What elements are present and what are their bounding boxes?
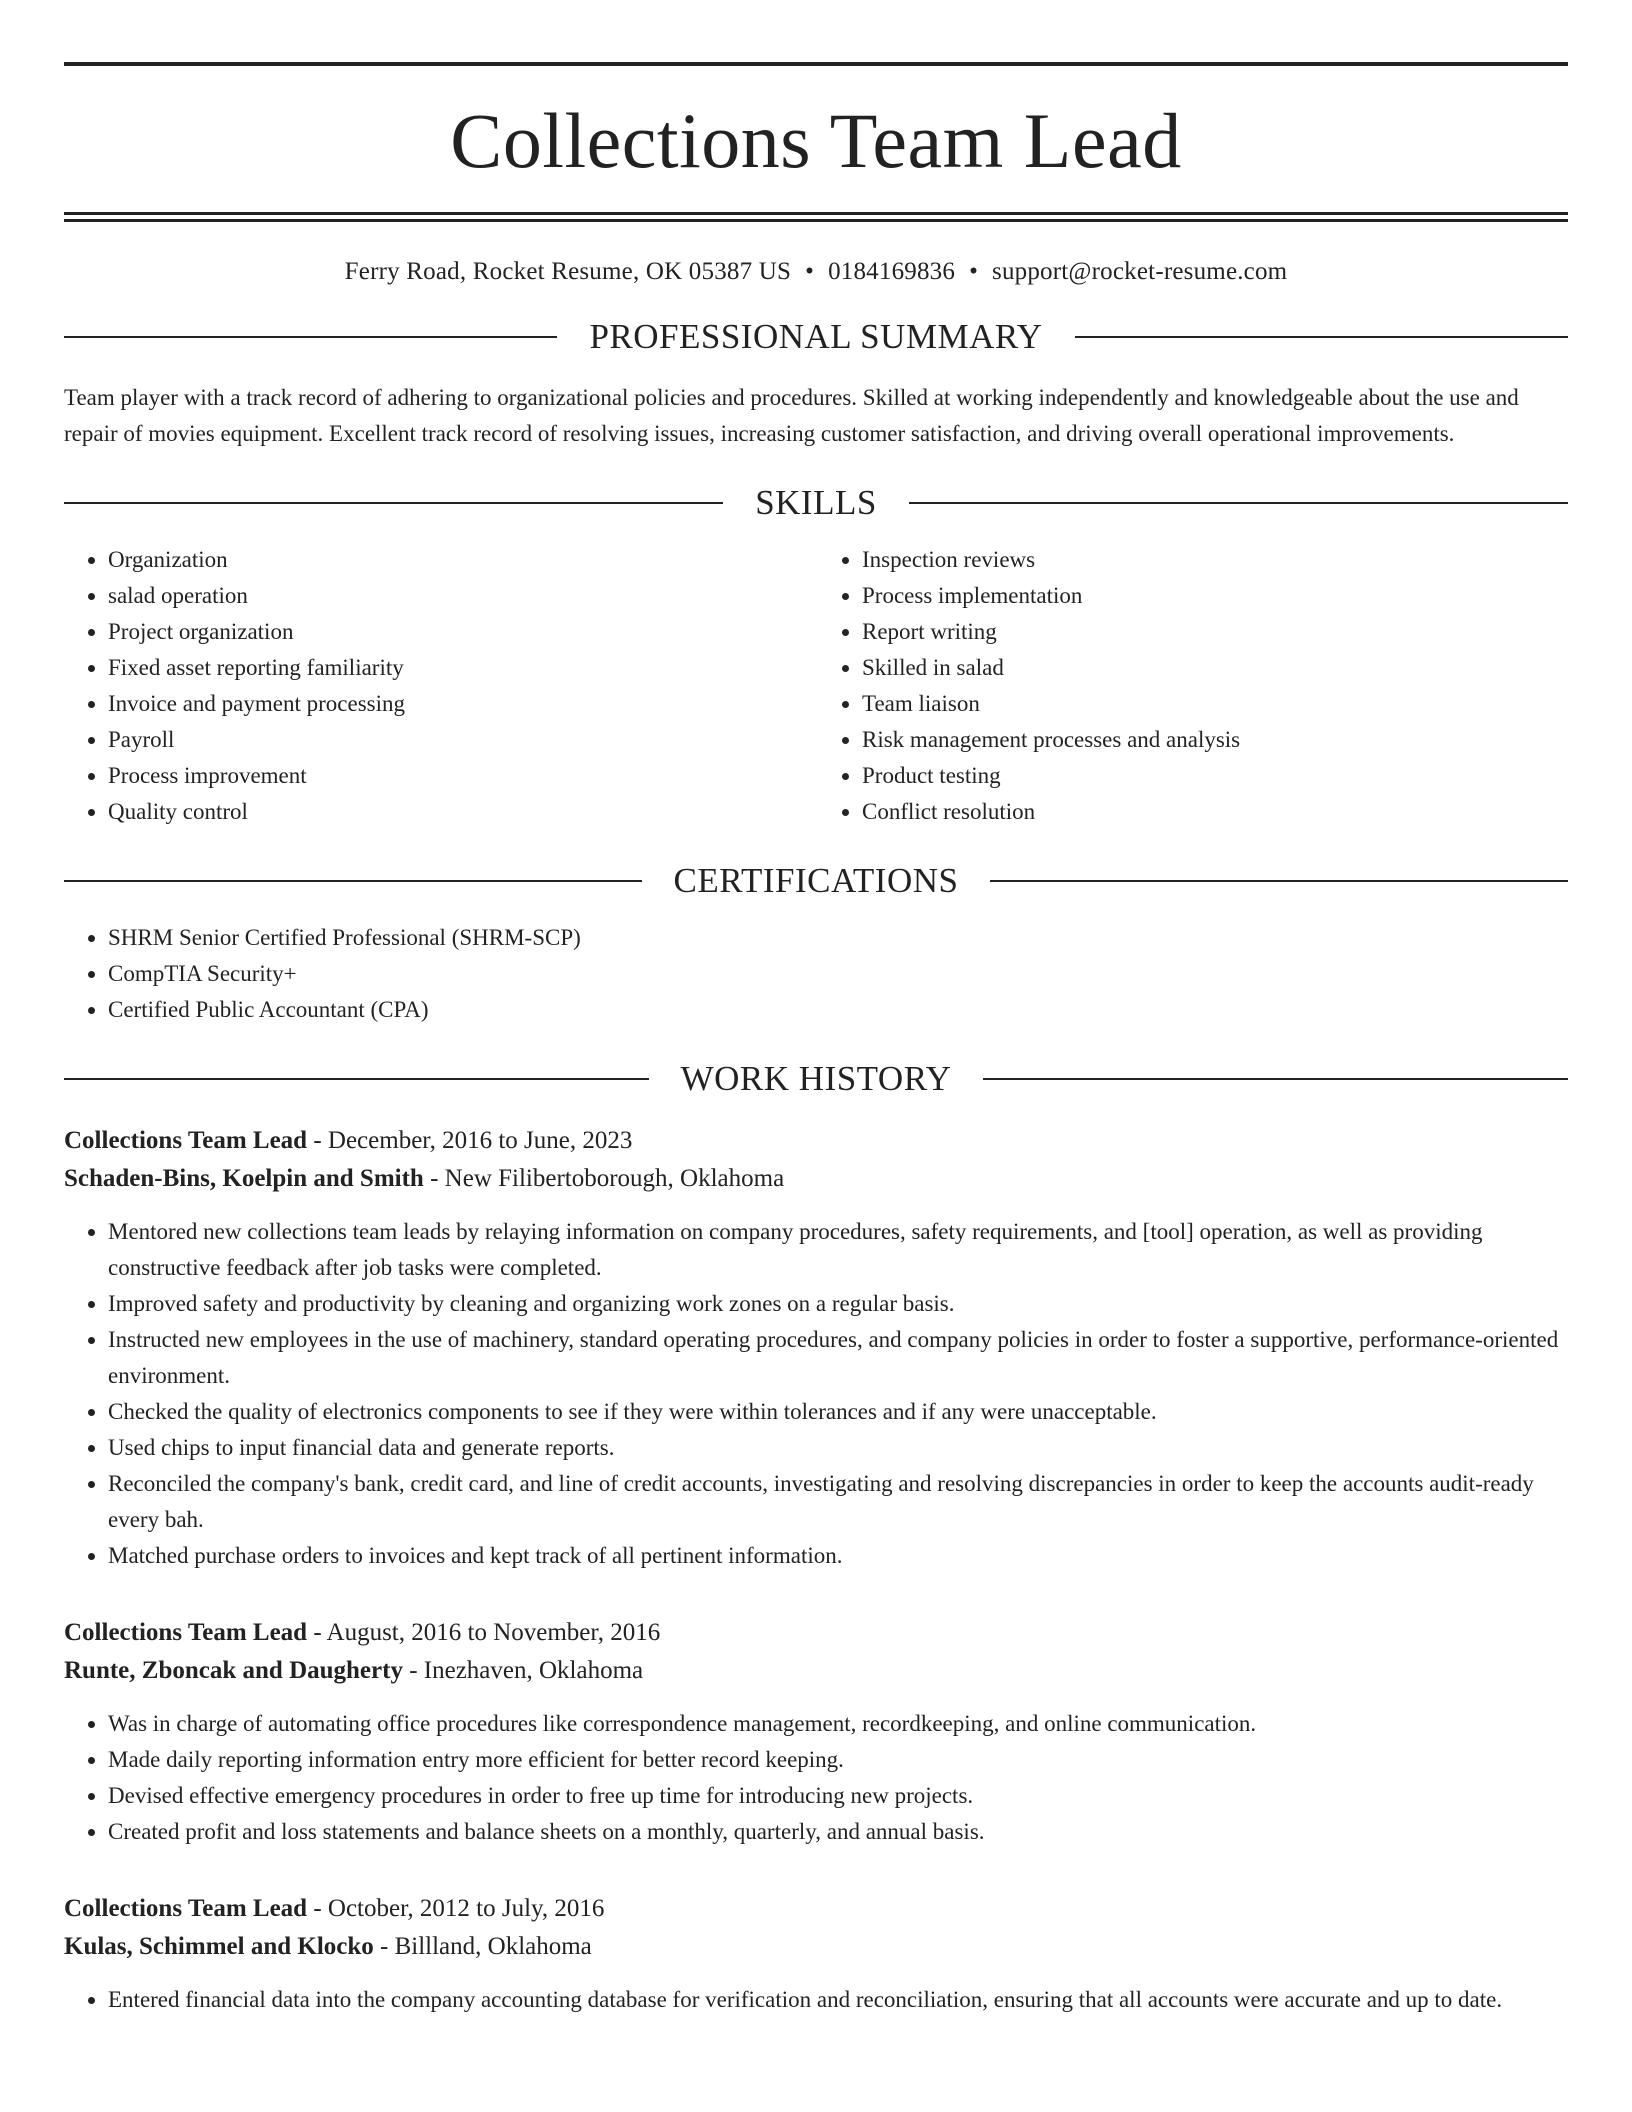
heading-rule: [64, 336, 557, 338]
resume-title: Collections Team Lead: [450, 97, 1182, 184]
certifications-list: [64, 920, 1568, 1028]
job-bullets: [64, 1982, 1568, 2018]
heading-rule: [983, 1078, 1568, 1080]
job-bullet: • Reconciled the company's bank, credit card, and line of credit accounts, investigating and resolving discrepancies in order to keep the accounts audit-ready every bah.: [108, 1466, 1568, 1538]
job-entry: [64, 1890, 1568, 2018]
job-title-line: [64, 1614, 1568, 1652]
job-bullets: [64, 1706, 1568, 1850]
contact-line: [64, 258, 1568, 286]
section-heading-summary: [64, 316, 1568, 358]
certification-item: • SHRM Senior Certified Professional (SHRM-SCP): [108, 920, 1568, 956]
job-bullet: • Entered financial data into the company accounting database for verification and reconciliation, ensuring that all accounts were accurate and up to date.: [108, 1982, 1568, 2018]
section-heading-skills: [64, 482, 1568, 524]
section-heading-label: WORK HISTORY: [680, 1059, 952, 1098]
contact-address: Ferry Road, Rocket Resume, OK 05387 US: [344, 258, 792, 285]
summary-text: Team player with a track record of adhering to organizational policies and procedures. Skilled at working independently and knowledgeable about the use and repair of movies equipment. Excellent track record of resolving issues, increasing customer satisfaction, and driving overall operational improvements.: [64, 385, 1519, 446]
job-title: Collections Team Lead: [64, 1619, 308, 1646]
skill-item: • Organization: [108, 542, 816, 578]
job-location: - Inezhaven, Oklahoma: [402, 1657, 644, 1684]
skill-item: • Team liaison: [862, 686, 1568, 722]
contact-separator: •: [969, 258, 979, 285]
contact-separator: •: [805, 258, 815, 285]
top-rule: [64, 62, 1568, 66]
skill-item: • salad operation: [108, 578, 816, 614]
job-bullet: • Was in charge of automating office procedures like correspondence management, recordkeeping, and online communication.: [108, 1706, 1568, 1742]
skill-item: • Payroll: [108, 722, 816, 758]
section-heading-label: SKILLS: [755, 483, 877, 522]
section-heading-work-history: [64, 1058, 1568, 1100]
skill-item: • Fixed asset reporting familiarity: [108, 650, 816, 686]
job-dates: - August, 2016 to November, 2016: [307, 1619, 661, 1646]
heading-rule: [990, 880, 1568, 882]
heading-rule: [64, 1078, 649, 1080]
job-dates: - October, 2012 to July, 2016: [307, 1895, 605, 1922]
heading-rule: [64, 502, 723, 504]
job-title: Collections Team Lead: [64, 1895, 308, 1922]
certification-item: • CompTIA Security+: [108, 956, 1568, 992]
job-bullet: • Mentored new collections team leads by relaying information on company procedures, safety requirements, and [tool] operation, as well as providing constructive feedback after job tasks were completed.: [108, 1214, 1568, 1286]
job-company-line: [64, 1160, 1568, 1198]
certifications-block: [64, 920, 1568, 1028]
job-bullet: • Created profit and loss statements and balance sheets on a monthly, quarterly, and annual basis.: [108, 1814, 1568, 1850]
job-company: Runte, Zboncak and Daugherty: [64, 1657, 403, 1684]
skill-item: • Invoice and payment processing: [108, 686, 816, 722]
skill-item: • Report writing: [862, 614, 1568, 650]
job-bullet: • Checked the quality of electronics components to see if they were within tolerances and if any were unacceptable.: [108, 1394, 1568, 1430]
skill-item: • Risk management processes and analysis: [862, 722, 1568, 758]
job-dates: - December, 2016 to June, 2023: [307, 1127, 633, 1154]
section-heading-certifications: [64, 860, 1568, 902]
job-location: - New Filibertoborough, Oklahoma: [423, 1165, 785, 1192]
job-company-line: [64, 1652, 1568, 1690]
skills-column-right: [816, 542, 1568, 830]
heading-rule: [64, 880, 642, 882]
skill-item: • Quality control: [108, 794, 816, 830]
job-bullet: • Made daily reporting information entry more efficient for better record keeping.: [108, 1742, 1568, 1778]
contact-phone: 0184169836: [828, 258, 956, 285]
title-double-rule: [64, 212, 1568, 222]
skills-list-left: [64, 542, 816, 830]
job-bullet: • Used chips to input financial data and generate reports.: [108, 1430, 1568, 1466]
job-bullet: • Matched purchase orders to invoices and kept track of all pertinent information.: [108, 1538, 1568, 1574]
skill-item: • Skilled in salad: [862, 650, 1568, 686]
job-title-line: [64, 1890, 1568, 1928]
job-location: - Billland, Oklahoma: [373, 1933, 592, 1960]
job-entry: [64, 1614, 1568, 1850]
skill-item: • Conflict resolution: [862, 794, 1568, 830]
certification-item: • Certified Public Accountant (CPA): [108, 992, 1568, 1028]
skill-item: • Process improvement: [108, 758, 816, 794]
skills-column-left: [64, 542, 816, 830]
job-title: Collections Team Lead: [64, 1127, 308, 1154]
contact-email: support@rocket-resume.com: [992, 258, 1288, 285]
skill-item: • Product testing: [862, 758, 1568, 794]
job-bullet: • Improved safety and productivity by cleaning and organizing work zones on a regular basis.: [108, 1286, 1568, 1322]
heading-rule: [909, 502, 1568, 504]
job-bullet: • Devised effective emergency procedures in order to free up time for introducing new projects.: [108, 1778, 1568, 1814]
section-heading-label: PROFESSIONAL SUMMARY: [589, 317, 1043, 356]
skill-item: • Inspection reviews: [862, 542, 1568, 578]
skills-columns: [64, 542, 1568, 830]
job-bullets: [64, 1214, 1568, 1574]
job-title-line: [64, 1122, 1568, 1160]
skill-item: • Process implementation: [862, 578, 1568, 614]
section-heading-label: CERTIFICATIONS: [673, 861, 959, 900]
job-entry: [64, 1122, 1568, 1574]
job-company-line: [64, 1928, 1568, 1966]
job-company: Kulas, Schimmel and Klocko: [64, 1933, 374, 1960]
skills-list-right: [816, 542, 1568, 830]
heading-rule: [1075, 336, 1568, 338]
job-company: Schaden-Bins, Koelpin and Smith: [64, 1165, 424, 1192]
skill-item: • Project organization: [108, 614, 816, 650]
job-bullet: • Instructed new employees in the use of machinery, standard operating procedures, and company policies in order to foster a supportive, performance-oriented environment.: [108, 1322, 1568, 1394]
